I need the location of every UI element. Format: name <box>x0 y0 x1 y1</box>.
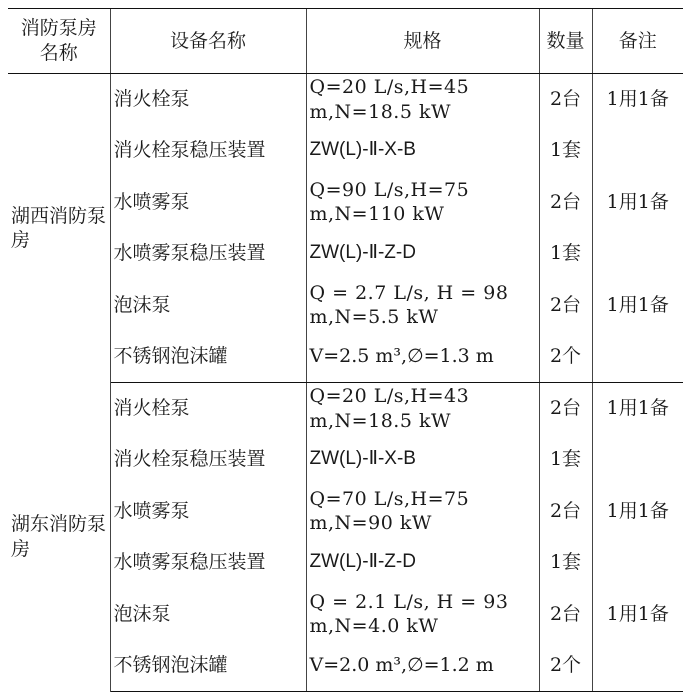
device-name: 不锈钢泡沫罐 <box>110 331 306 383</box>
device-note: 1用1备 <box>592 589 683 641</box>
equipment-spec-table <box>8 8 683 692</box>
device-note <box>592 537 683 589</box>
device-qty: 2个 <box>539 640 592 692</box>
device-name: 消火栓泵稳压装置 <box>113 139 266 162</box>
table-row <box>8 228 683 280</box>
table-row <box>8 640 683 692</box>
table-row <box>8 434 683 486</box>
device-name: 泡沫泵 <box>113 293 171 316</box>
device-qty: 1套 <box>539 228 592 280</box>
device-qty: 1套 <box>539 537 592 589</box>
device-name: 水喷雾泵 <box>113 499 190 522</box>
header-qty: 数量 <box>539 9 592 74</box>
device-note <box>592 331 683 383</box>
device-name: 不锈钢泡沫罐 <box>110 640 306 692</box>
device-note: 1用1备 <box>592 177 683 229</box>
device-spec: Q=20 L/s,H=45 m,N=18.5 kW <box>306 74 539 126</box>
device-name: 泡沫泵 <box>113 602 171 625</box>
device-note <box>592 125 683 177</box>
table-row <box>8 177 683 229</box>
header-row <box>8 9 683 74</box>
table-row <box>8 486 683 538</box>
device-spec: Q=90 L/s,H=75 m,N=110 kW <box>306 177 539 229</box>
device-spec: V=2.5 m³,∅=1.3 m <box>306 331 539 383</box>
table-row <box>8 383 683 435</box>
device-spec: Q = 2.1 L/s, H = 93 m,N=4.0 kW <box>306 589 539 641</box>
device-spec: ZW(L)-Ⅱ-X-B <box>306 434 539 486</box>
device-spec: ZW(L)-Ⅱ-X-B <box>306 125 539 177</box>
table-row <box>8 280 683 332</box>
device-name: 水喷雾泵稳压装置 <box>113 242 266 265</box>
device-name: 水喷雾泵 <box>113 190 190 213</box>
device-note: 1用1备 <box>592 74 683 126</box>
table-row <box>8 589 683 641</box>
table-row <box>8 74 683 126</box>
device-qty: 1套 <box>539 125 592 177</box>
device-qty: 2台 <box>539 486 592 538</box>
device-spec: Q=70 L/s,H=75 m,N=90 kW <box>306 486 539 538</box>
device-name: 消火栓泵 <box>110 383 306 435</box>
device-spec: Q=20 L/s,H=43 m,N=18.5 kW <box>306 383 539 435</box>
table-row <box>8 125 683 177</box>
device-spec: ZW(L)-Ⅱ-Z-D <box>306 537 539 589</box>
station-name: 湖西消防泵房 <box>8 74 110 383</box>
device-qty: 2台 <box>539 589 592 641</box>
device-qty: 2台 <box>539 74 592 126</box>
header-spec: 规格 <box>306 9 539 74</box>
header-station: 消防泵房名称 <box>8 9 110 74</box>
device-name: 消火栓泵稳压装置 <box>113 448 266 471</box>
device-note <box>592 640 683 692</box>
device-note: 1用1备 <box>592 486 683 538</box>
table-row <box>8 537 683 589</box>
device-qty: 2台 <box>539 280 592 332</box>
device-name: 消火栓泵 <box>110 74 306 126</box>
device-qty: 2个 <box>539 331 592 383</box>
device-qty: 2台 <box>539 177 592 229</box>
device-spec: ZW(L)-Ⅱ-Z-D <box>306 228 539 280</box>
header-note: 备注 <box>592 9 683 74</box>
table-row <box>8 331 683 383</box>
device-spec: V=2.0 m³,∅=1.2 m <box>306 640 539 692</box>
device-note <box>592 434 683 486</box>
device-qty: 1套 <box>539 434 592 486</box>
device-note: 1用1备 <box>592 383 683 435</box>
device-qty: 2台 <box>539 383 592 435</box>
device-note <box>592 228 683 280</box>
device-name: 水喷雾泵稳压装置 <box>113 551 266 574</box>
header-device: 设备名称 <box>110 9 306 74</box>
station-name: 湖东消防泵房 <box>8 383 110 692</box>
device-spec: Q = 2.7 L/s, H = 98 m,N=5.5 kW <box>306 280 539 332</box>
device-note: 1用1备 <box>592 280 683 332</box>
